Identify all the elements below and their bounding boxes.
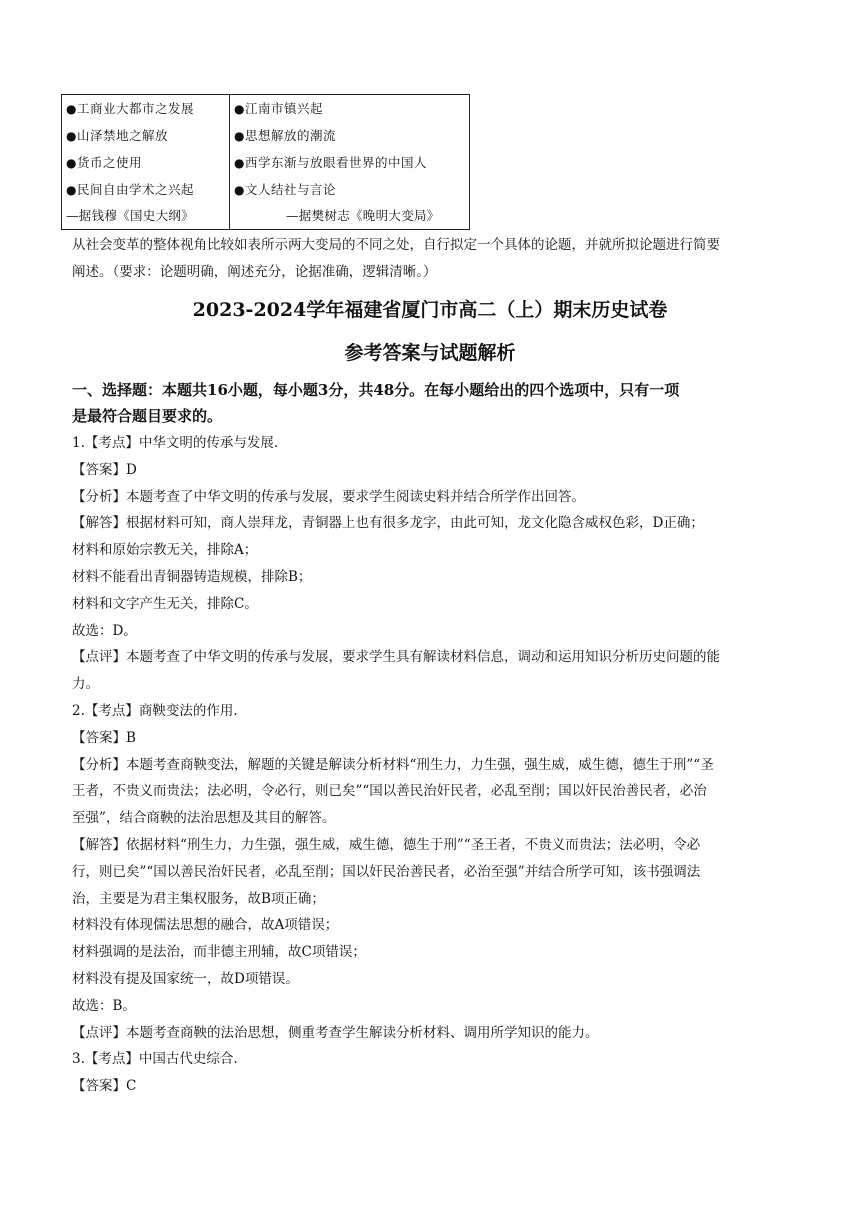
body-line: 故选：B。	[72, 997, 136, 1014]
body-line: 力。	[72, 676, 99, 693]
body-line: 【分析】本题考查商鞅变法，解题的关键是解读分析材料“刑生力，力生强，强生威，威生德，德生于刑”“圣	[72, 756, 714, 773]
table-cell: ●货币之使用	[66, 155, 142, 170]
body-line: 至强”，结合商鞅的法治思想及其目的解答。	[72, 810, 336, 827]
body-line: 材料和文字产生无关，排除C。	[72, 595, 258, 612]
table-cell: ●思想解放的潮流	[234, 128, 336, 143]
table-cell: ●工商业大都市之发展	[66, 101, 194, 116]
body-line: 材料强调的是法治，而非德主刑辅，故C项错误；	[72, 944, 366, 961]
body-line: 【解答】根据材料可知，商人崇拜龙，青铜器上也有很多龙字，由此可知，龙文化隐含威权色彩，D正确；	[72, 515, 704, 532]
body-line: 材料没有体现儒法思想的融合，故A项错误；	[72, 917, 339, 934]
bullet-icon: ●	[234, 129, 245, 143]
body-line: 王者，不贵义而贵法；法必明，令必行，则已矣”“国以善民治奸民者，必乱至削；国以奸民治善民者，必治	[72, 783, 707, 800]
question-prompt: 阐述。（要求：论题明确，阐述充分，论据准确，逻辑清晰。）	[72, 264, 437, 280]
table-column-qian-mu	[62, 95, 230, 229]
table-cell: ●山泽禁地之解放	[66, 128, 168, 143]
comparison-table	[61, 94, 470, 230]
body-line: 【分析】本题考查了中华文明的传承与发展，要求学生阅读史料并结合所学作出回答。	[72, 488, 585, 505]
body-line: 材料没有提及国家统一，故D项错误。	[72, 971, 299, 987]
bullet-icon: ●	[66, 183, 77, 197]
body-line: 【答案】B	[72, 729, 136, 746]
body-line: 1.【考点】中华文明的传承与发展.	[72, 435, 279, 451]
bullet-icon: ●	[234, 183, 245, 197]
body-line: 行，则已矣”“国以善民治奸民者，必乱至削；国以奸民治善民者，必治至强”并结合所学可知，该书强调法	[72, 863, 701, 880]
table-source: —据樊树志《晚明大变局》	[286, 208, 440, 223]
body-line: 【答案】C	[72, 1078, 137, 1095]
bullet-icon: ●	[234, 156, 245, 170]
body-line: 【答案】D	[72, 461, 137, 478]
section-heading: 是最符合题目要求的。	[72, 407, 223, 425]
table-cell: ●文人结社与言论	[234, 182, 336, 197]
section-heading: 一、选择题：本题共16小题，每小题3分，共48分。在每小题给出的四个选项中，只有一项	[72, 381, 680, 399]
table-cell: ●江南市镇兴起	[234, 101, 323, 116]
page-subtitle: 参考答案与试题解析	[344, 342, 516, 364]
question-prompt: 从社会变革的整体视角比较如表所示两大变局的不同之处，自行拟定一个具体的论题，并就所拟论题进行简要	[72, 237, 720, 253]
body-line: 材料和原始宗教无关，排除A；	[72, 542, 258, 559]
body-line: 3.【考点】中国古代史综合.	[72, 1051, 238, 1068]
table-source: —据钱穆《国史大纲》	[66, 208, 195, 223]
page-title: 2023-2024学年福建省厦门市高二（上）期末历史试卷	[192, 299, 668, 321]
bullet-icon: ●	[234, 102, 245, 116]
table-cell: ●西学东渐与放眼看世界的中国人	[234, 155, 427, 170]
body-line: 故选：D。	[72, 622, 137, 639]
bullet-icon: ●	[66, 102, 77, 116]
body-line: 【点评】本题考查了中华文明的传承与发展，要求学生具有解读材料信息，调动和运用知识分析历史问题的能	[72, 649, 720, 666]
table-cell: ●民间自由学术之兴起	[66, 182, 194, 197]
body-line: 【点评】本题考查商鞅的法治思想，侧重考查学生解读分析材料、调用所学知识的能力。	[72, 1024, 599, 1041]
body-line: 2.【考点】商鞅变法的作用.	[72, 703, 238, 719]
body-line: 【解答】依据材料“刑生力，力生强，强生威，威生德，德生于刑”“圣王者，不贵义而贵法；法必明，令必	[72, 837, 701, 853]
bullet-icon: ●	[66, 129, 77, 143]
body-line: 治，主要是为君主集权服务，故B项正确；	[72, 890, 325, 907]
body-line: 材料不能看出青铜器铸造规模，排除B；	[72, 569, 312, 585]
table-column-fan-shuzhi	[230, 95, 469, 229]
bullet-icon: ●	[66, 156, 77, 170]
